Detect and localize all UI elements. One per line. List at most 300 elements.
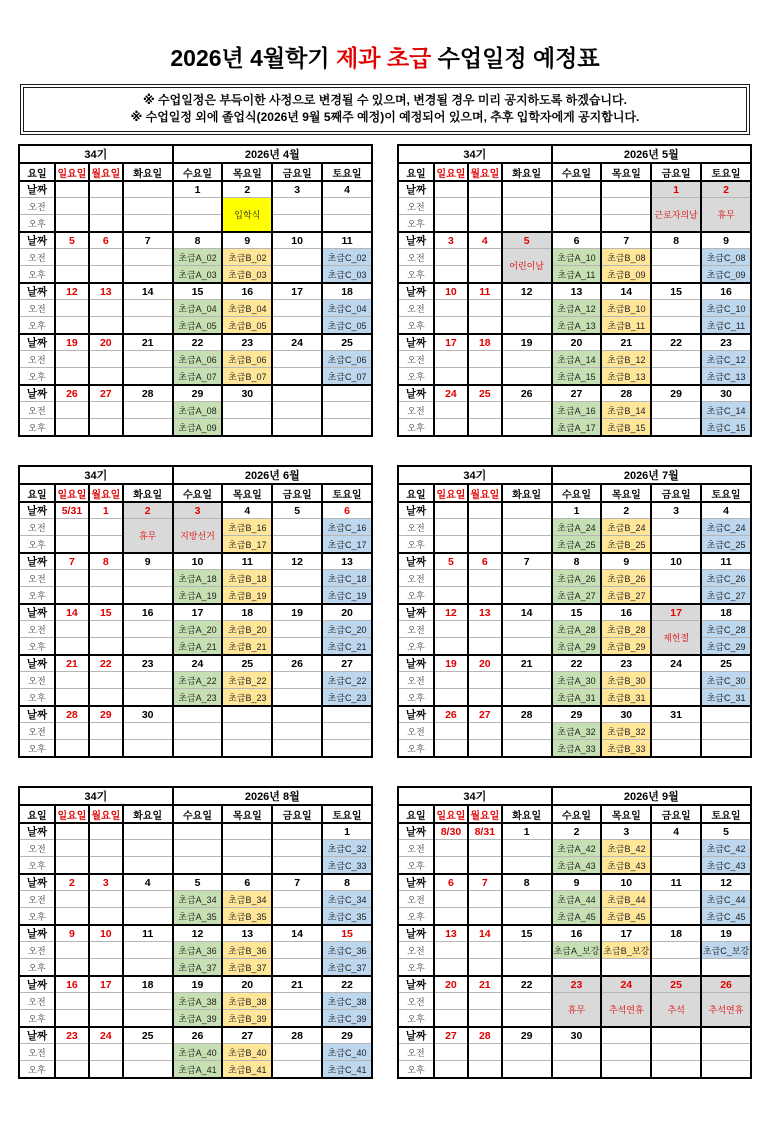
am-class-cell: 초급C_24 <box>701 519 751 536</box>
weekday-header: 수요일 <box>173 805 223 823</box>
pm-empty-cell <box>222 419 272 437</box>
date-cell: 30 <box>123 706 173 723</box>
am-row-label: 오전 <box>398 942 434 959</box>
holiday-cell: 추석연휴 <box>601 993 651 1028</box>
date-cell: 11 <box>701 553 751 570</box>
date-cell: 28 <box>272 1027 322 1044</box>
weekday-header: 일요일 <box>434 484 468 502</box>
am-class-cell: 초급A_32 <box>552 723 602 740</box>
pm-empty-cell <box>468 689 502 707</box>
weekday-header: 일요일 <box>55 484 89 502</box>
am-empty-cell <box>651 723 701 740</box>
am-empty-cell <box>651 1044 701 1061</box>
pm-class-cell: 초급C_13 <box>701 368 751 386</box>
date-cell: 17 <box>272 283 322 300</box>
pm-empty-cell <box>123 740 173 758</box>
date-cell <box>701 706 751 723</box>
date-cell <box>222 706 272 723</box>
pm-class-cell: 초급B_17 <box>222 536 272 554</box>
am-class-cell: 초급A_36 <box>173 942 223 959</box>
pm-empty-cell <box>434 740 468 758</box>
am-empty-cell <box>601 1044 651 1061</box>
weekday-header: 화요일 <box>502 484 552 502</box>
date-cell: 27 <box>322 655 372 672</box>
pm-row-label: 오후 <box>19 740 55 758</box>
am-row-label: 오전 <box>398 351 434 368</box>
pm-row-label: 오후 <box>398 587 434 605</box>
date-cell <box>601 181 651 198</box>
date-cell: 24 <box>89 1027 123 1044</box>
pm-class-cell: 초급A_27 <box>552 587 602 605</box>
pm-empty-cell <box>468 959 502 977</box>
pm-row-label: 오후 <box>19 587 55 605</box>
date-cell: 29 <box>552 706 602 723</box>
date-cell: 14 <box>123 283 173 300</box>
am-empty-cell <box>55 942 89 959</box>
pm-class-cell: 초급A_37 <box>173 959 223 977</box>
am-class-cell: 초급B_36 <box>222 942 272 959</box>
date-cell: 24 <box>601 976 651 993</box>
date-cell: 14 <box>502 604 552 621</box>
pm-empty-cell <box>55 1061 89 1079</box>
pm-empty-cell <box>123 419 173 437</box>
am-empty-cell <box>468 840 502 857</box>
notice-line-2: ※ 수업일정 외에 졸업식(2026년 9월 5째주 예정)이 예정되어 있으며, 추후 입학자에게 공지합니다. <box>130 110 640 124</box>
am-empty-cell <box>502 891 552 908</box>
pm-class-cell: 초급A_43 <box>552 857 602 875</box>
am-class-cell: 초급C_14 <box>701 402 751 419</box>
pm-class-cell: 초급A_25 <box>552 536 602 554</box>
pm-row-label: 오후 <box>398 317 434 335</box>
date-row-label: 날짜 <box>398 181 434 198</box>
date-cell: 2 <box>701 181 751 198</box>
pm-empty-cell <box>434 1061 468 1079</box>
am-empty-cell <box>701 1044 751 1061</box>
date-cell: 17 <box>601 925 651 942</box>
pm-class-cell: 초급A_19 <box>173 587 223 605</box>
am-empty-cell <box>552 198 602 215</box>
am-row-label: 오전 <box>398 570 434 587</box>
date-row-label: 날짜 <box>19 706 55 723</box>
date-cell: 5/31 <box>55 502 89 519</box>
pm-class-cell: 초급B_25 <box>601 536 651 554</box>
pm-class-cell: 초급B_29 <box>601 638 651 656</box>
pm-empty-cell <box>468 857 502 875</box>
date-cell: 20 <box>552 334 602 351</box>
pm-class-cell: 초급A_39 <box>173 1010 223 1028</box>
am-empty-cell <box>434 621 468 638</box>
am-row-label: 오전 <box>19 402 55 419</box>
am-empty-cell <box>322 198 372 215</box>
holiday-cell: 추석연휴 <box>701 993 751 1028</box>
pm-empty-cell <box>123 689 173 707</box>
am-class-cell: 초급A_10 <box>552 249 602 266</box>
date-cell: 21 <box>468 976 502 993</box>
date-cell: 1 <box>173 181 223 198</box>
am-empty-cell <box>434 519 468 536</box>
date-cell: 19 <box>173 976 223 993</box>
pm-empty-cell <box>89 368 123 386</box>
pm-empty-cell <box>55 689 89 707</box>
pm-row-label: 오후 <box>398 959 434 977</box>
pm-class-cell: 초급A_05 <box>173 317 223 335</box>
date-cell: 26 <box>55 385 89 402</box>
page-title <box>0 40 770 73</box>
cohort-label: 34기 <box>398 466 552 484</box>
am-empty-cell <box>468 1044 502 1061</box>
calendar-april <box>18 144 373 437</box>
am-row-label: 오전 <box>19 300 55 317</box>
pm-empty-cell <box>601 1061 651 1079</box>
pm-empty-cell <box>552 215 602 233</box>
pm-empty-cell <box>272 959 322 977</box>
pm-empty-cell <box>502 587 552 605</box>
pm-empty-cell <box>123 587 173 605</box>
date-cell: 12 <box>173 925 223 942</box>
pm-empty-cell <box>651 689 701 707</box>
am-class-cell: 초급C_40 <box>322 1044 372 1061</box>
pm-row-label: 오후 <box>398 1010 434 1028</box>
am-class-cell: 초급B_10 <box>601 300 651 317</box>
pm-empty-cell <box>468 266 502 284</box>
pm-row-label: 오후 <box>398 689 434 707</box>
date-cell: 1 <box>502 823 552 840</box>
am-class-cell: 초급C_28 <box>701 621 751 638</box>
pm-empty-cell <box>651 857 701 875</box>
am-empty-cell <box>502 621 552 638</box>
am-row-label: 오전 <box>398 621 434 638</box>
holiday-cell: 휴무 <box>123 519 173 554</box>
am-row-label: 오전 <box>19 249 55 266</box>
date-cell: 5 <box>272 502 322 519</box>
title-highlight: 제과 초급 <box>336 45 432 71</box>
date-row-label: 날짜 <box>398 874 434 891</box>
date-cell: 2 <box>601 502 651 519</box>
pm-class-cell: 초급C_45 <box>701 908 751 926</box>
pm-empty-cell <box>468 215 502 233</box>
am-empty-cell <box>272 402 322 419</box>
date-cell: 14 <box>272 925 322 942</box>
am-empty-cell <box>89 672 123 689</box>
date-cell: 8 <box>502 874 552 891</box>
date-row-label: 날짜 <box>398 385 434 402</box>
date-cell: 24 <box>272 334 322 351</box>
am-class-cell: 초급B_04 <box>222 300 272 317</box>
pm-row-label: 오후 <box>19 908 55 926</box>
date-cell: 22 <box>651 334 701 351</box>
am-empty-cell <box>272 351 322 368</box>
pm-class-cell: 초급C_11 <box>701 317 751 335</box>
am-class-cell: 초급B_24 <box>601 519 651 536</box>
date-cell: 15 <box>502 925 552 942</box>
pm-row-label: 오후 <box>19 1061 55 1079</box>
date-row-label: 날짜 <box>19 283 55 300</box>
date-cell: 20 <box>434 976 468 993</box>
am-empty-cell <box>89 198 123 215</box>
date-cell: 23 <box>552 976 602 993</box>
pm-class-cell: 초급C_35 <box>322 908 372 926</box>
date-cell: 29 <box>651 385 701 402</box>
am-empty-cell <box>468 942 502 959</box>
am-class-cell: 초급A_24 <box>552 519 602 536</box>
date-cell: 12 <box>502 283 552 300</box>
pm-empty-cell <box>502 215 552 233</box>
am-class-cell: 초급A_08 <box>173 402 223 419</box>
pm-row-label: 오후 <box>398 1061 434 1079</box>
pm-empty-cell <box>89 215 123 233</box>
pm-class-cell: 초급B_11 <box>601 317 651 335</box>
am-empty-cell <box>434 942 468 959</box>
pm-class-cell: 초급B_15 <box>601 419 651 437</box>
am-empty-cell <box>272 519 322 536</box>
pm-class-cell: 초급B_05 <box>222 317 272 335</box>
date-cell: 12 <box>701 874 751 891</box>
date-cell: 18 <box>468 334 502 351</box>
pm-empty-cell <box>434 689 468 707</box>
pm-class-cell: 초급B_37 <box>222 959 272 977</box>
date-cell: 13 <box>322 553 372 570</box>
pm-empty-cell <box>434 215 468 233</box>
date-cell: 29 <box>322 1027 372 1044</box>
cohort-label: 34기 <box>19 466 173 484</box>
date-cell: 27 <box>222 1027 272 1044</box>
date-cell: 2 <box>55 874 89 891</box>
am-empty-cell <box>55 351 89 368</box>
date-cell <box>502 181 552 198</box>
am-empty-cell <box>123 351 173 368</box>
weekday-header: 금요일 <box>651 163 701 181</box>
am-empty-cell <box>468 891 502 908</box>
am-row-label: 오전 <box>19 993 55 1010</box>
am-empty-cell <box>434 1044 468 1061</box>
date-cell: 25 <box>123 1027 173 1044</box>
pm-empty-cell <box>272 1010 322 1028</box>
pm-empty-cell <box>89 638 123 656</box>
date-cell: 13 <box>222 925 272 942</box>
am-empty-cell <box>55 840 89 857</box>
pm-row-label: 오후 <box>398 266 434 284</box>
pm-empty-cell <box>123 368 173 386</box>
date-cell <box>701 1027 751 1044</box>
notice-box <box>20 84 750 135</box>
date-cell <box>651 1027 701 1044</box>
am-class-cell: 초급A_26 <box>552 570 602 587</box>
pm-empty-cell <box>502 908 552 926</box>
date-row-label: 날짜 <box>19 925 55 942</box>
pm-empty-cell <box>55 908 89 926</box>
pm-empty-cell <box>272 215 322 233</box>
pm-empty-cell <box>272 536 322 554</box>
calendar-august <box>18 786 373 1079</box>
date-cell: 8 <box>552 553 602 570</box>
pm-empty-cell <box>222 857 272 875</box>
am-row-label: 오전 <box>398 519 434 536</box>
am-class-cell: 초급A_16 <box>552 402 602 419</box>
date-cell: 18 <box>701 604 751 621</box>
calendar-grid <box>18 144 752 1079</box>
date-cell: 31 <box>651 706 701 723</box>
am-empty-cell <box>272 723 322 740</box>
am-class-cell: 초급B_30 <box>601 672 651 689</box>
date-cell: 28 <box>55 706 89 723</box>
pm-empty-cell <box>55 638 89 656</box>
date-cell <box>89 823 123 840</box>
am-class-cell: 초급C_02 <box>322 249 372 266</box>
pm-empty-cell <box>434 908 468 926</box>
pm-empty-cell <box>55 959 89 977</box>
date-row-label: 날짜 <box>398 334 434 351</box>
am-empty-cell <box>502 519 552 536</box>
pm-empty-cell <box>434 638 468 656</box>
pm-class-cell: 초급A_17 <box>552 419 602 437</box>
date-cell: 6 <box>552 232 602 249</box>
date-cell: 13 <box>434 925 468 942</box>
date-cell: 19 <box>272 604 322 621</box>
am-empty-cell <box>468 300 502 317</box>
pm-empty-cell <box>123 959 173 977</box>
pm-empty-cell <box>272 908 322 926</box>
day-col-header: 요일 <box>398 163 434 181</box>
date-cell: 23 <box>55 1027 89 1044</box>
weekday-header: 수요일 <box>552 163 602 181</box>
am-row-label: 오전 <box>398 891 434 908</box>
am-class-cell: 초급A_04 <box>173 300 223 317</box>
pm-empty-cell <box>55 215 89 233</box>
am-row-label: 오전 <box>19 942 55 959</box>
pm-class-cell: 초급B_19 <box>222 587 272 605</box>
pm-empty-cell <box>123 266 173 284</box>
am-empty-cell <box>123 198 173 215</box>
am-empty-cell <box>123 993 173 1010</box>
pm-class-cell: 초급A_09 <box>173 419 223 437</box>
date-cell: 25 <box>222 655 272 672</box>
am-class-cell: 초급C_18 <box>322 570 372 587</box>
date-row-label: 날짜 <box>398 925 434 942</box>
pm-empty-cell <box>89 908 123 926</box>
cohort-label: 34기 <box>398 787 552 805</box>
weekday-header: 목요일 <box>222 805 272 823</box>
pm-empty-cell <box>502 638 552 656</box>
pm-empty-cell <box>502 419 552 437</box>
date-cell: 7 <box>55 553 89 570</box>
date-cell: 8 <box>173 232 223 249</box>
date-cell: 23 <box>123 655 173 672</box>
date-cell: 18 <box>222 604 272 621</box>
pm-class-cell: 초급C_25 <box>701 536 751 554</box>
pm-empty-cell <box>55 317 89 335</box>
weekday-header: 금요일 <box>272 163 322 181</box>
date-cell: 15 <box>322 925 372 942</box>
pm-empty-cell <box>468 419 502 437</box>
date-cell: 2 <box>222 181 272 198</box>
pm-empty-cell <box>502 740 552 758</box>
pm-empty-cell <box>89 587 123 605</box>
date-cell: 15 <box>651 283 701 300</box>
date-cell: 2 <box>123 502 173 519</box>
pm-empty-cell <box>123 638 173 656</box>
pm-row-label: 오후 <box>398 368 434 386</box>
pm-empty-cell <box>272 419 322 437</box>
pm-class-cell: 초급A_29 <box>552 638 602 656</box>
date-cell: 25 <box>701 655 751 672</box>
am-empty-cell <box>434 351 468 368</box>
date-cell: 18 <box>322 283 372 300</box>
date-row-label: 날짜 <box>398 823 434 840</box>
pm-class-cell: 초급C_43 <box>701 857 751 875</box>
date-row-label: 날짜 <box>19 604 55 621</box>
date-cell: 25 <box>651 976 701 993</box>
date-cell: 26 <box>272 655 322 672</box>
am-empty-cell <box>272 993 322 1010</box>
pm-class-cell: 초급A_45 <box>552 908 602 926</box>
am-empty-cell <box>55 993 89 1010</box>
am-empty-cell <box>651 840 701 857</box>
am-empty-cell <box>651 672 701 689</box>
pm-class-cell: 초급B_07 <box>222 368 272 386</box>
title-prefix: 2026년 4월학기 <box>170 45 337 71</box>
date-row-label: 날짜 <box>19 181 55 198</box>
weekday-header: 일요일 <box>434 805 468 823</box>
date-cell: 7 <box>123 232 173 249</box>
pm-empty-cell <box>502 689 552 707</box>
pm-class-cell: 초급C_37 <box>322 959 372 977</box>
date-cell: 7 <box>601 232 651 249</box>
pm-empty-cell <box>55 1010 89 1028</box>
pm-empty-cell <box>89 857 123 875</box>
pm-row-label: 오후 <box>398 740 434 758</box>
date-cell: 5 <box>55 232 89 249</box>
pm-empty-cell <box>89 740 123 758</box>
date-cell: 30 <box>552 1027 602 1044</box>
weekday-header: 일요일 <box>55 805 89 823</box>
am-row-label: 오전 <box>19 198 55 215</box>
am-class-cell: 초급A_20 <box>173 621 223 638</box>
pm-empty-cell <box>502 857 552 875</box>
date-cell: 4 <box>701 502 751 519</box>
pm-empty-cell <box>434 317 468 335</box>
pm-row-label: 오후 <box>19 689 55 707</box>
pm-class-cell: 초급C_29 <box>701 638 751 656</box>
date-cell: 18 <box>651 925 701 942</box>
am-empty-cell <box>123 891 173 908</box>
month-title: 2026년 4월 <box>173 145 372 163</box>
date-cell: 19 <box>434 655 468 672</box>
am-empty-cell <box>468 672 502 689</box>
am-empty-cell <box>322 402 372 419</box>
am-empty-cell <box>502 942 552 959</box>
date-cell: 6 <box>322 502 372 519</box>
date-cell: 6 <box>89 232 123 249</box>
pm-class-cell: 초급A_35 <box>173 908 223 926</box>
date-cell: 3 <box>651 502 701 519</box>
pm-empty-cell <box>651 959 701 977</box>
am-empty-cell <box>434 891 468 908</box>
am-class-cell: 초급B_32 <box>601 723 651 740</box>
pm-empty-cell <box>272 317 322 335</box>
date-cell <box>322 385 372 402</box>
weekday-header: 월요일 <box>468 805 502 823</box>
am-empty-cell <box>502 1044 552 1061</box>
pm-class-cell: 초급A_13 <box>552 317 602 335</box>
date-cell: 10 <box>89 925 123 942</box>
date-cell: 5 <box>173 874 223 891</box>
date-cell: 4 <box>651 823 701 840</box>
date-cell: 24 <box>434 385 468 402</box>
date-cell: 22 <box>89 655 123 672</box>
am-empty-cell <box>89 1044 123 1061</box>
weekday-header: 금요일 <box>272 484 322 502</box>
date-cell: 9 <box>222 232 272 249</box>
